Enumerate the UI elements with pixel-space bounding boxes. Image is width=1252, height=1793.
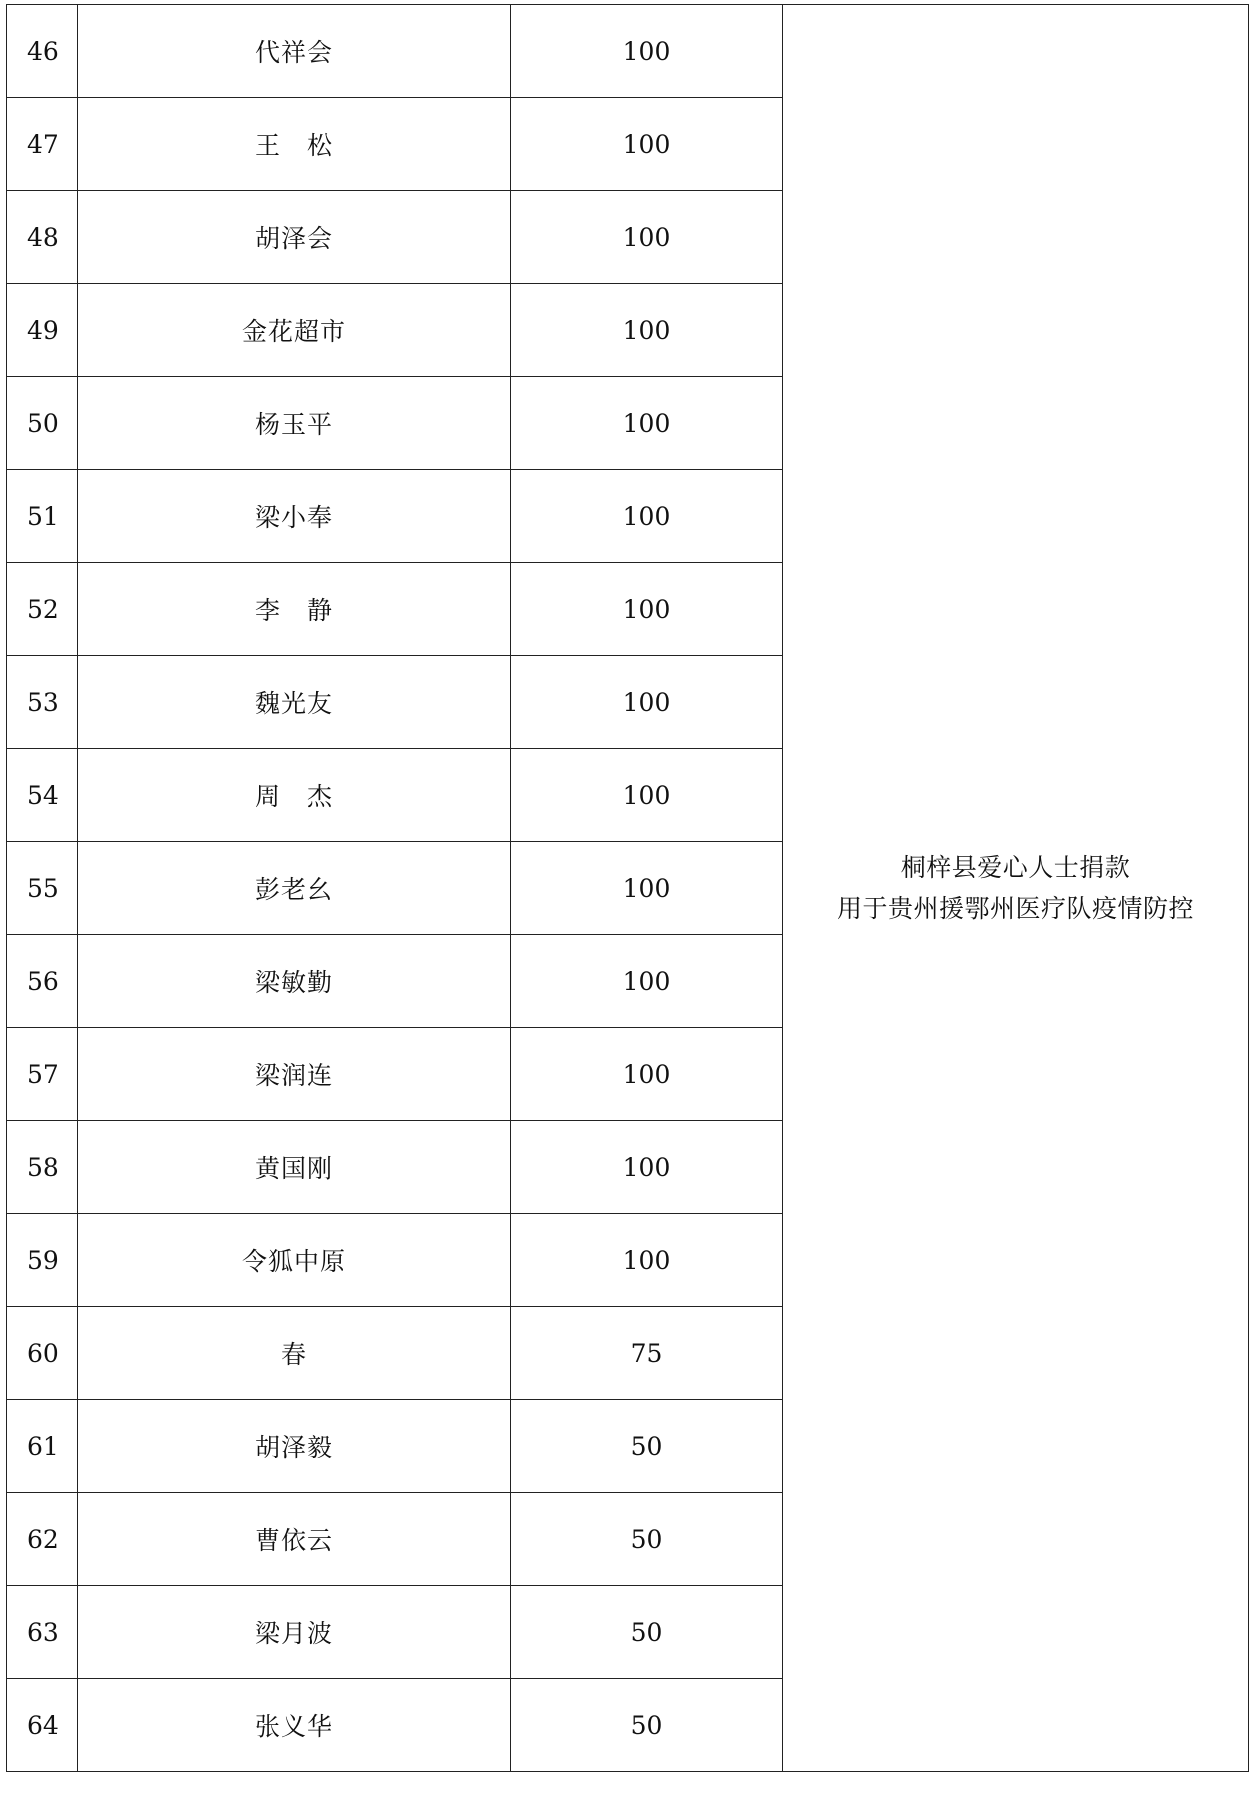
- donor-name: 杨玉平: [78, 377, 511, 470]
- donor-name: 曹依云: [78, 1493, 511, 1586]
- row-number: 64: [7, 1679, 78, 1772]
- row-number: 63: [7, 1586, 78, 1679]
- donation-amount: 100: [511, 842, 783, 935]
- donor-name: 代祥会: [78, 5, 511, 98]
- row-number: 59: [7, 1214, 78, 1307]
- donation-amount: 100: [511, 5, 783, 98]
- purpose-line-2: 用于贵州援鄂州医疗队疫情防控: [836, 894, 1194, 923]
- donation-amount: 100: [511, 470, 783, 563]
- row-number: 50: [7, 377, 78, 470]
- donor-name: 梁敏勤: [78, 935, 511, 1028]
- donation-amount: 50: [511, 1493, 783, 1586]
- donation-amount: 100: [511, 98, 783, 191]
- row-number: 60: [7, 1307, 78, 1400]
- donor-name: 胡泽会: [78, 191, 511, 284]
- donation-amount: 100: [511, 1121, 783, 1214]
- donation-purpose: [783, 5, 1249, 1772]
- row-number: 49: [7, 284, 78, 377]
- donation-amount: 100: [511, 191, 783, 284]
- donor-name: 张义华: [78, 1679, 511, 1772]
- purpose-line-1: 桐梓县爱心人士捐款: [900, 853, 1131, 882]
- row-number: 51: [7, 470, 78, 563]
- row-number: 56: [7, 935, 78, 1028]
- row-number: 54: [7, 749, 78, 842]
- donation-table-body: [7, 5, 1249, 1772]
- row-number: 53: [7, 656, 78, 749]
- table-row: [7, 5, 1249, 98]
- row-number: 55: [7, 842, 78, 935]
- donor-name: 彭老幺: [78, 842, 511, 935]
- donation-amount: 50: [511, 1586, 783, 1679]
- donation-amount: 100: [511, 935, 783, 1028]
- row-number: 52: [7, 563, 78, 656]
- donor-name: 李 静: [78, 563, 511, 656]
- donation-amount: 75: [511, 1307, 783, 1400]
- row-number: 58: [7, 1121, 78, 1214]
- row-number: 62: [7, 1493, 78, 1586]
- row-number: 46: [7, 5, 78, 98]
- donation-table: [6, 4, 1249, 1772]
- donor-name: 胡泽毅: [78, 1400, 511, 1493]
- donation-amount: 100: [511, 656, 783, 749]
- donor-name: 梁月波: [78, 1586, 511, 1679]
- donation-amount: 100: [511, 377, 783, 470]
- donor-name: 令狐中原: [78, 1214, 511, 1307]
- donation-amount: 50: [511, 1400, 783, 1493]
- donor-name: 魏光友: [78, 656, 511, 749]
- row-number: 57: [7, 1028, 78, 1121]
- donor-name: 春: [78, 1307, 511, 1400]
- donation-amount: 100: [511, 749, 783, 842]
- donation-amount: 50: [511, 1679, 783, 1772]
- donation-amount: 100: [511, 563, 783, 656]
- donor-name: 金花超市: [78, 284, 511, 377]
- donor-name: 王 松: [78, 98, 511, 191]
- donor-name: 周 杰: [78, 749, 511, 842]
- donor-name: 梁小奉: [78, 470, 511, 563]
- row-number: 61: [7, 1400, 78, 1493]
- donation-amount: 100: [511, 284, 783, 377]
- donor-name: 梁润连: [78, 1028, 511, 1121]
- donation-amount: 100: [511, 1028, 783, 1121]
- donation-amount: 100: [511, 1214, 783, 1307]
- donor-name: 黄国刚: [78, 1121, 511, 1214]
- row-number: 47: [7, 98, 78, 191]
- row-number: 48: [7, 191, 78, 284]
